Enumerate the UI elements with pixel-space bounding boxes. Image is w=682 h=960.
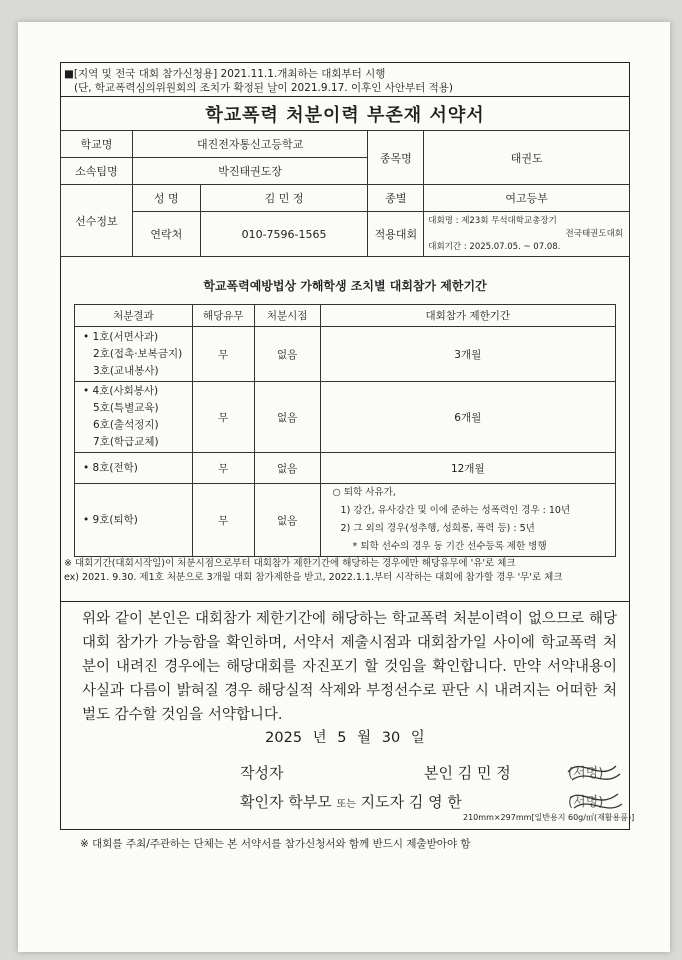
note-check: ※ 대회기간(대회시작일)이 처분시점으로부터 대회참가 제한기간에 해당하는 경우에만 해당유무에 '유'로 체크 bbox=[64, 558, 516, 569]
team-label: 소속팀명 bbox=[61, 158, 133, 185]
contact-label: 연락처 bbox=[132, 212, 200, 257]
time-value: 없음 bbox=[254, 484, 320, 557]
penalty-subtitle: 학교폭력예방법상 가해학생 조치별 대회참가 제한기간 bbox=[203, 279, 487, 293]
divider bbox=[60, 601, 630, 602]
col-header-limit: 대회참가 제한기간 bbox=[320, 305, 615, 327]
or-label: 또는 bbox=[336, 799, 356, 810]
penalty-item: 6호(출석정지) bbox=[93, 419, 159, 431]
penalty-table bbox=[74, 304, 616, 557]
applicable-value: 무 bbox=[192, 382, 254, 453]
sign-date: 2025 년 5 월 30 일 bbox=[265, 730, 425, 746]
penalty-item: • 1호(서면사과) bbox=[83, 330, 159, 343]
event-name: 대회명 : 제23회 무석대학교총장기 bbox=[428, 215, 557, 226]
writer-label: 작성자 bbox=[240, 764, 284, 782]
writer-name: 본인 김 민 정 bbox=[424, 764, 511, 782]
penalty-item: 7호(학급교체) bbox=[93, 436, 159, 448]
document-title: 학교폭력 처분이력 부존재 서약서 bbox=[205, 105, 485, 126]
header-line-1: ■[지역 및 전국 대회 참가신청용] 2021.11.1.개최하는 대회부터 시행 bbox=[64, 68, 386, 80]
event-label: 적용대회 bbox=[368, 212, 424, 257]
penalty-item: 3호(교내봉사) bbox=[93, 364, 159, 377]
limit-value: 12개월 bbox=[320, 453, 615, 484]
expulsion-reasons bbox=[320, 484, 615, 557]
table-row bbox=[75, 453, 616, 484]
penalty-item: • 9호(퇴학) bbox=[83, 513, 138, 526]
confirmer-line bbox=[240, 791, 462, 812]
table-row bbox=[75, 382, 616, 453]
col-header-result: 처분결과 bbox=[75, 305, 193, 327]
divider bbox=[60, 96, 630, 97]
category-label: 종별 bbox=[368, 185, 424, 212]
reason-line: * 퇴학 선수의 경우 동 기간 선수등록 제한 병행 bbox=[352, 541, 547, 552]
applicable-value: 무 bbox=[192, 453, 254, 484]
time-value: 없음 bbox=[254, 327, 320, 382]
paper-spec: 210mm×297mm[일반용지 60g/㎡(재활용품)] bbox=[463, 813, 635, 822]
table-row bbox=[75, 484, 616, 557]
reason-line: 1) 강간, 유사강간 및 이에 준하는 성폭력인 경우 : 10년 bbox=[340, 505, 571, 516]
table-row bbox=[75, 327, 616, 382]
confirmer-signature: (서명) bbox=[568, 795, 604, 810]
event-name-2: 전국태권도대회 bbox=[565, 228, 623, 239]
school-label: 학교명 bbox=[61, 131, 133, 158]
event-period: 대회기간 : 2025.07.05. ~ 07.08. bbox=[428, 241, 561, 252]
event-info bbox=[424, 212, 630, 257]
time-value: 없음 bbox=[254, 453, 320, 484]
school-value: 대진전자통신고등학교 bbox=[132, 131, 368, 158]
reason-line: 2) 그 외의 경우(성추행, 성희롱, 폭력 등) : 5년 bbox=[340, 523, 535, 534]
team-value: 박진태권도장 bbox=[132, 158, 368, 185]
name-value: 김 민 정 bbox=[200, 185, 368, 212]
footer-note: ※ 대회를 주최/주관하는 단체는 본 서약서를 참가신청서와 함께 반드시 제출받아야 함 bbox=[80, 838, 471, 850]
header-line-2: (단, 학교폭력심의위원회의 조치가 확정된 날이 2021.9.17. 이후인 사안부터 적용) bbox=[74, 82, 454, 94]
sport-label: 종목명 bbox=[368, 131, 424, 185]
writer-signature: (서명) bbox=[568, 766, 604, 781]
contact-value: 010-7596-1565 bbox=[200, 212, 368, 257]
confirmer-role: 지도자 김 영 한 bbox=[360, 793, 462, 811]
applicable-value: 무 bbox=[192, 327, 254, 382]
note-example: ex) 2021. 9.30. 제1호 처분으로 3개월 대회 참가제한을 받고, 2022.1.1.부터 시작하는 대회에 참가할 경우 '무'로 체크 bbox=[64, 572, 563, 583]
col-header-applicable: 해당유무 bbox=[192, 305, 254, 327]
time-value: 없음 bbox=[254, 382, 320, 453]
confirmer-label: 확인자 학부모 bbox=[240, 793, 332, 811]
reason-line: ○ 퇴학 사유가, bbox=[332, 487, 396, 498]
penalty-item: 2호(접촉·보복금지) bbox=[93, 347, 183, 360]
info-table bbox=[60, 130, 630, 257]
penalty-item: • 4호(사회봉사) bbox=[83, 385, 159, 397]
penalty-item: 5호(특별교육) bbox=[93, 402, 159, 414]
col-header-time: 처분시점 bbox=[254, 305, 320, 327]
limit-value: 3개월 bbox=[320, 327, 615, 382]
player-label: 선수정보 bbox=[61, 185, 133, 257]
category-value: 여고등부 bbox=[424, 185, 630, 212]
oath-text: 위와 같이 본인은 대회참가 제한기간에 해당하는 학교폭력 처분이력이 없으므로 해당 대회 참가가 가능함을 확인하며, 서약서 제출시점과 대회참가일 사이에 학교폭력 처분이 내려진 경우에는 해당대회를 자진포기 할 것임을 확인합니다. 만약 서약내용이 사실과 다름이 밝혀질 경우 해당실적 삭제와 부정선수로 판단 시 내려지는 어떠한 처벌도 감수할 것임을 서약합니다. bbox=[82, 611, 617, 723]
penalty-item: • 8호(전학) bbox=[83, 461, 138, 474]
limit-value: 6개월 bbox=[320, 382, 615, 453]
sport-value: 태권도 bbox=[424, 131, 630, 185]
applicable-value: 무 bbox=[192, 484, 254, 557]
name-label: 성 명 bbox=[132, 185, 200, 212]
